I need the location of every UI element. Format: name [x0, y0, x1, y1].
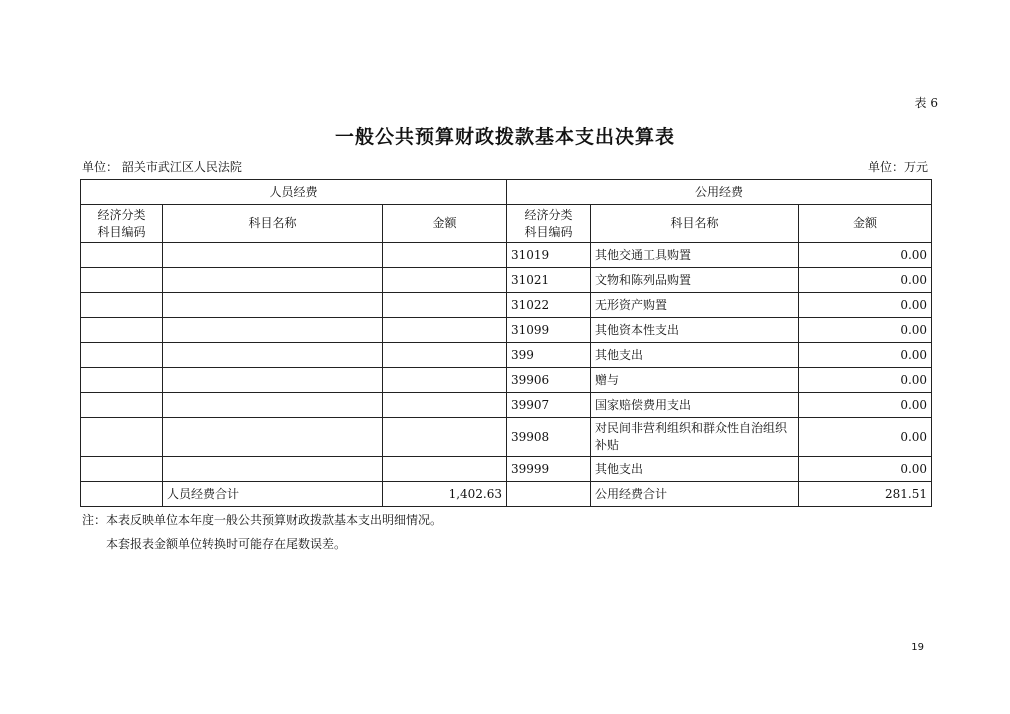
table-number: 表 6 [914, 96, 938, 110]
personnel-amount-cell [383, 343, 507, 368]
personnel-total-code-cell [81, 482, 163, 507]
expenditure-table [80, 179, 932, 507]
table-row [81, 293, 932, 318]
table-row [81, 368, 932, 393]
totals-row [81, 482, 932, 507]
public-name-cell: 国家赔偿费用支出 [591, 393, 799, 418]
public-code-cell: 31099 [507, 318, 591, 343]
public-name-cell: 对民间非营利组织和群众性自治组织补贴 [591, 418, 799, 457]
column-header-name: 科目名称 [591, 205, 799, 243]
column-header-code [81, 205, 163, 243]
public-amount-cell: 0.00 [799, 293, 932, 318]
column-header-row [81, 205, 932, 243]
public-code-cell: 31021 [507, 268, 591, 293]
public-total-code-cell [507, 482, 591, 507]
reporting-unit: 单位： 韶关市武江区人民法院 [82, 160, 242, 174]
public-code-cell: 31022 [507, 293, 591, 318]
note-line-2: 本套报表金额单位转换时可能存在尾数误差。 [106, 537, 347, 551]
public-amount-cell: 0.00 [799, 318, 932, 343]
personnel-code-cell [81, 368, 163, 393]
personnel-code-cell [81, 268, 163, 293]
column-header-code-line1: 经济分类 [97, 207, 146, 222]
public-total-label: 公用经费合计 [591, 482, 799, 507]
personnel-code-cell [81, 318, 163, 343]
public-amount-cell: 0.00 [799, 457, 932, 482]
column-header-code-line1: 经济分类 [524, 207, 573, 222]
public-name-cell: 其他交通工具购置 [591, 243, 799, 268]
personnel-name-cell [163, 343, 383, 368]
personnel-name-cell [163, 418, 383, 457]
public-name-cell: 其他支出 [591, 343, 799, 368]
personnel-name-cell [163, 457, 383, 482]
public-name-cell: 赠与 [591, 368, 799, 393]
table-row [81, 243, 932, 268]
column-header-code-line2: 科目编码 [97, 224, 146, 239]
note-line-1: 注：本表反映单位本年度一般公共预算财政拨款基本支出明细情况。 [82, 513, 443, 527]
public-code-cell: 39999 [507, 457, 591, 482]
personnel-total-label: 人员经费合计 [163, 482, 383, 507]
group-header-row [81, 180, 932, 205]
personnel-code-cell [81, 343, 163, 368]
personnel-name-cell [163, 268, 383, 293]
personnel-amount-cell [383, 318, 507, 343]
table-row [81, 418, 932, 457]
public-amount-cell: 0.00 [799, 418, 932, 457]
public-code-cell: 399 [507, 343, 591, 368]
group-header-public: 公用经费 [507, 180, 932, 205]
group-header-personnel: 人员经费 [81, 180, 507, 205]
personnel-code-cell [81, 243, 163, 268]
page-number: 19 [911, 642, 924, 653]
column-header-code [507, 205, 591, 243]
public-name-cell: 其他资本性支出 [591, 318, 799, 343]
public-amount-cell: 0.00 [799, 343, 932, 368]
page-title: 一般公共预算财政拨款基本支出决算表 [334, 126, 675, 148]
personnel-code-cell [81, 457, 163, 482]
public-code-cell: 39908 [507, 418, 591, 457]
table-row [81, 318, 932, 343]
public-name-cell: 文物和陈列品购置 [591, 268, 799, 293]
personnel-name-cell [163, 243, 383, 268]
public-total-amount: 281.51 [799, 482, 932, 507]
personnel-amount-cell [383, 368, 507, 393]
personnel-code-cell [81, 418, 163, 457]
public-code-cell: 31019 [507, 243, 591, 268]
personnel-amount-cell [383, 268, 507, 293]
public-code-cell: 39906 [507, 368, 591, 393]
public-name-cell: 其他支出 [591, 457, 799, 482]
personnel-name-cell [163, 393, 383, 418]
table-row [81, 343, 932, 368]
column-header-amount: 金额 [799, 205, 932, 243]
personnel-name-cell [163, 368, 383, 393]
public-amount-cell: 0.00 [799, 243, 932, 268]
public-amount-cell: 0.00 [799, 268, 932, 293]
table-row [81, 393, 932, 418]
personnel-amount-cell [383, 393, 507, 418]
public-amount-cell: 0.00 [799, 368, 932, 393]
personnel-amount-cell [383, 457, 507, 482]
public-name-cell: 无形资产购置 [591, 293, 799, 318]
table-row [81, 457, 932, 482]
personnel-amount-cell [383, 243, 507, 268]
personnel-code-cell [81, 393, 163, 418]
column-header-code-line2: 科目编码 [524, 224, 573, 239]
public-amount-cell: 0.00 [799, 393, 932, 418]
personnel-code-cell [81, 293, 163, 318]
personnel-name-cell [163, 293, 383, 318]
column-header-name: 科目名称 [163, 205, 383, 243]
column-header-amount: 金额 [383, 205, 507, 243]
table-row [81, 268, 932, 293]
personnel-name-cell [163, 318, 383, 343]
personnel-amount-cell [383, 418, 507, 457]
personnel-amount-cell [383, 293, 507, 318]
public-code-cell: 39907 [507, 393, 591, 418]
personnel-total-amount: 1,402.63 [383, 482, 507, 507]
currency-unit: 单位：万元 [867, 160, 928, 174]
